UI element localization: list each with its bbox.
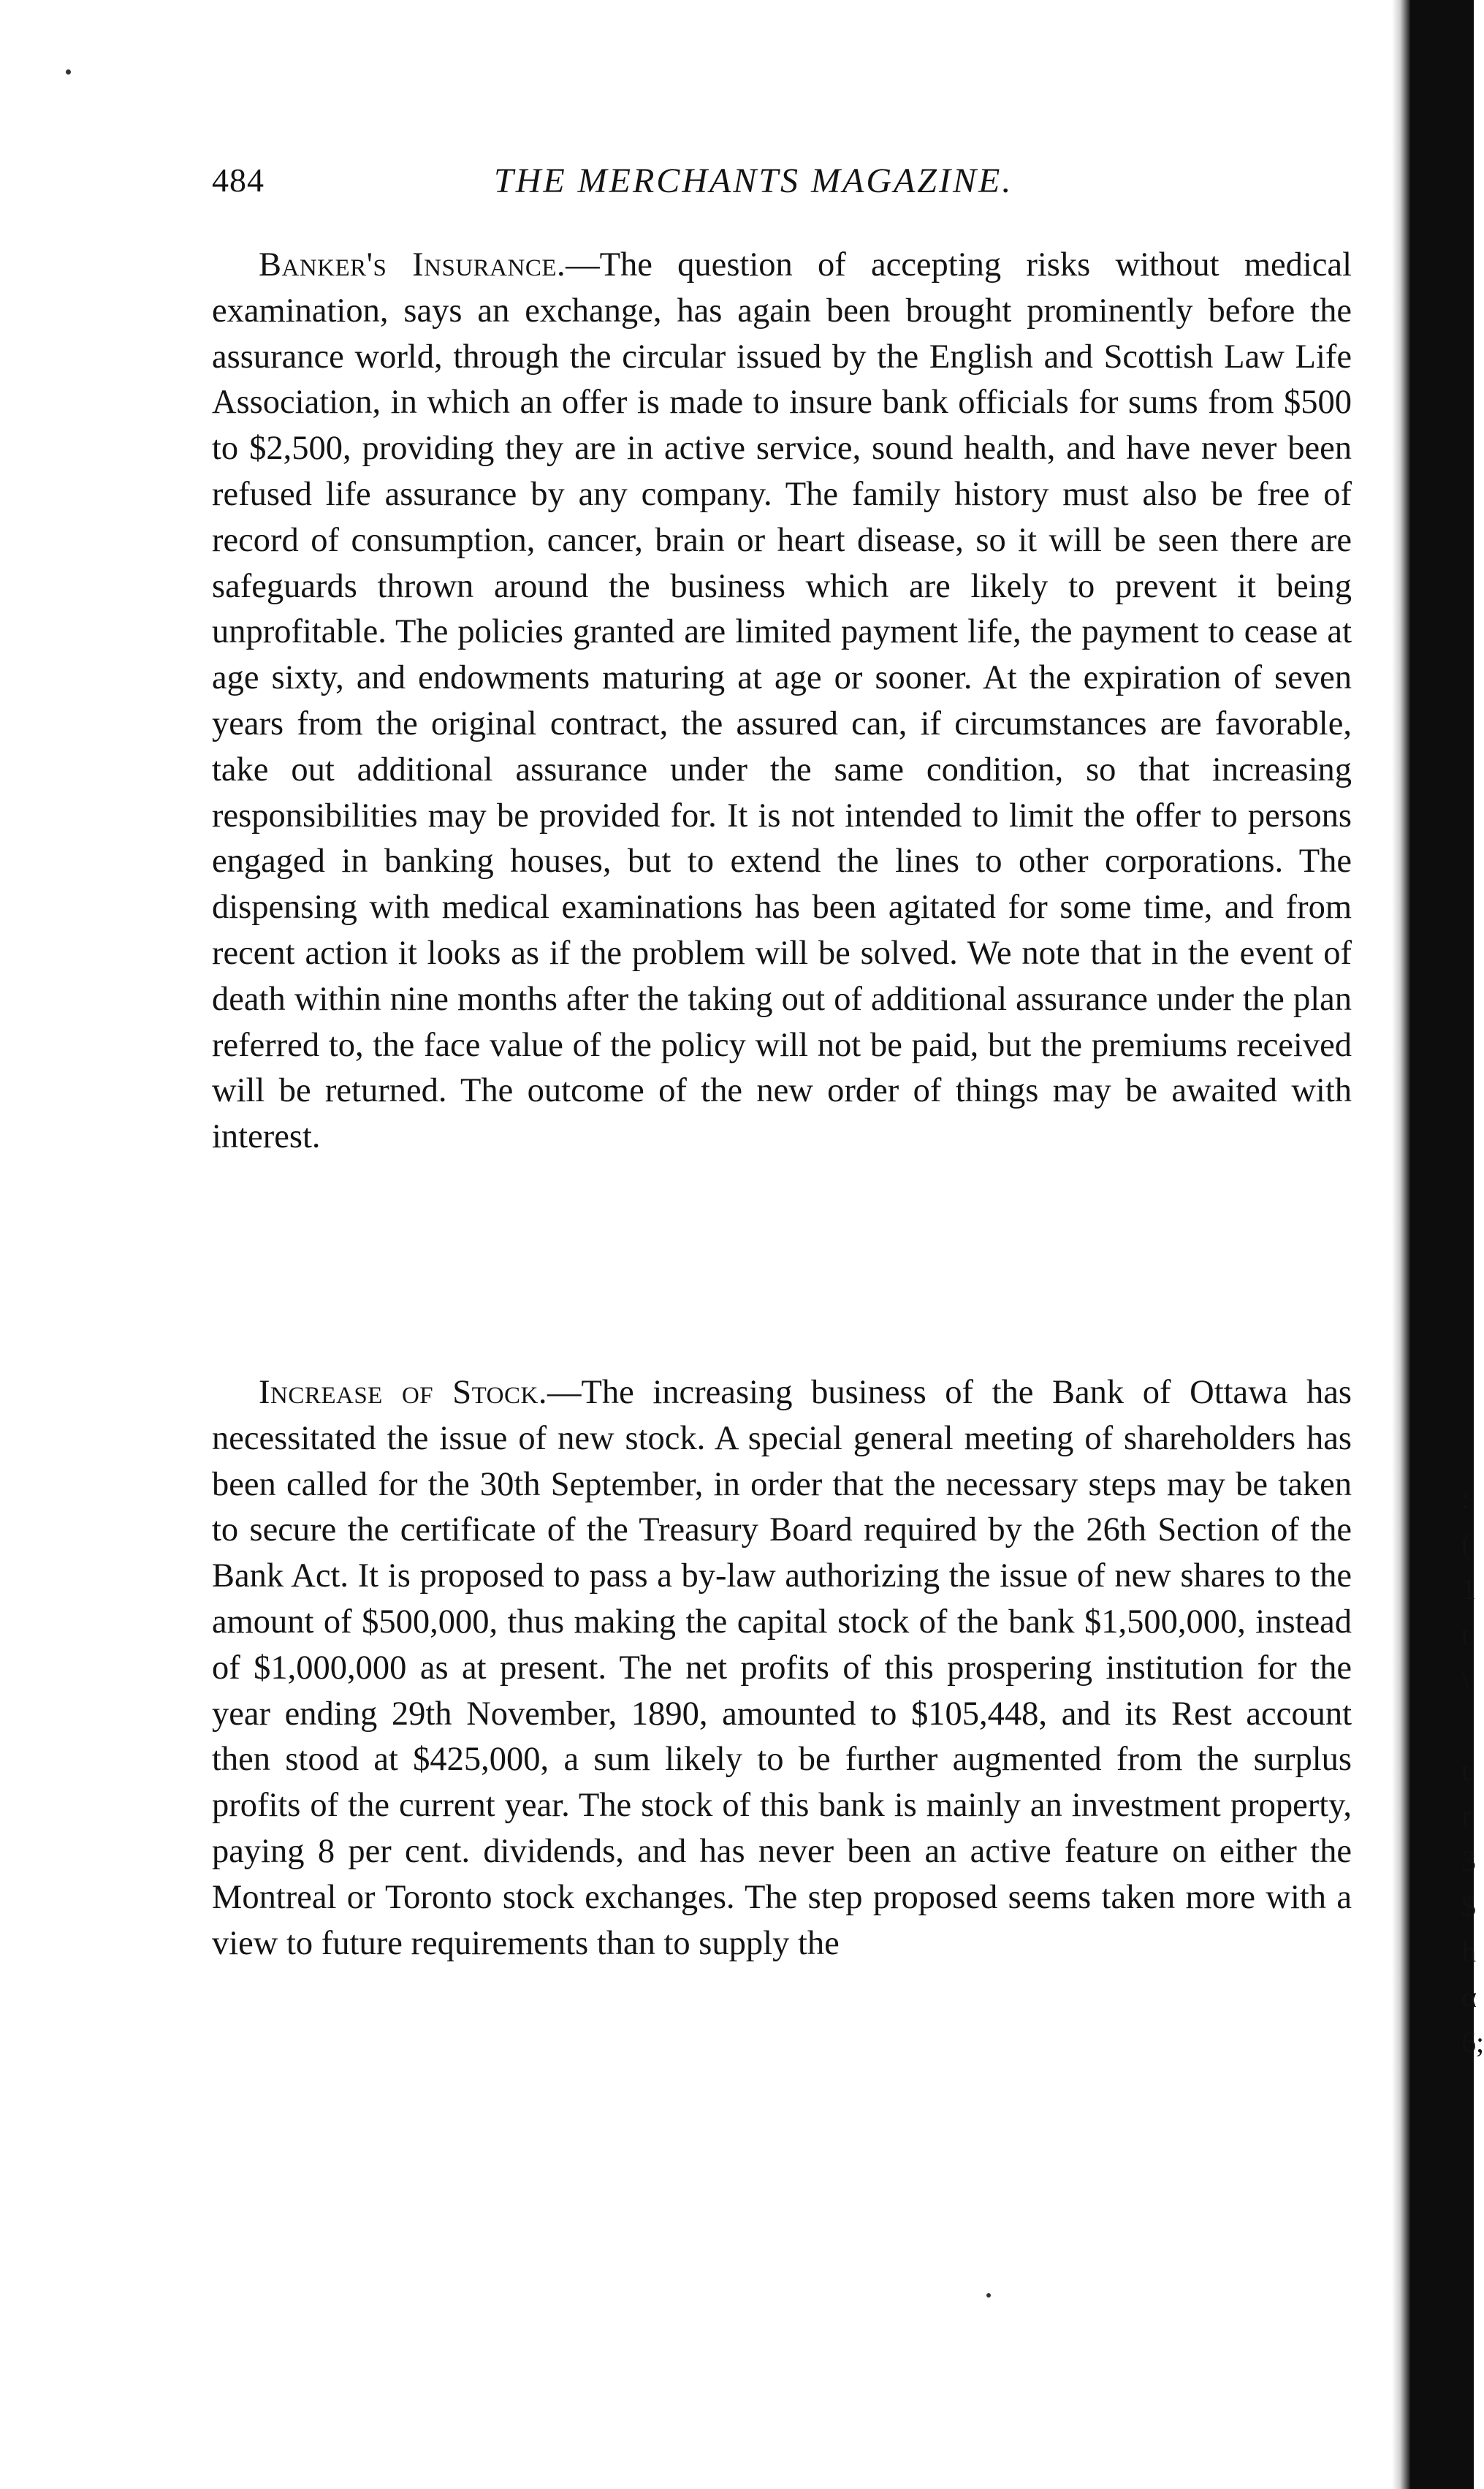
- article-heading: Increase of Stock.: [259, 1374, 547, 1411]
- book-spine: [1410, 0, 1484, 2489]
- article-body: —The increasing business of the Bank of Ottawa has necessitated the issue of new stock. A special general meeting of shareholders has been called for the 30th September, in order that the necessary steps may be taken to secure the certificate of the Treasury Board required by the 26th Section of the Bank Act. It is proposed to pass a by-law authorizing the issue of new shares to the amount of $500,000, thus making the capital stock of the bank $1,500,000, instead of $1,000,000 as at present. The net profits of this prospering institution for the year ending 29th November, 1890, amounted to $105,448, and its Rest account then stood at $425,000, a sum likely to be further augmented from the surplus profits of the current year. The stock of this bank is mainly an investment property, paying 8 per cent. dividends, and has never been an active feature on either the Montreal or Toronto stock exchanges. The step proposed seems taken more with a view to future requirements than to supply the: [212, 1374, 1352, 1962]
- running-head: [212, 161, 1381, 212]
- facing-page-fragment: : ( 1 t \ t r 3 $ h α 6;: [1461, 1482, 1484, 2059]
- article-heading: Banker's Insurance.: [259, 246, 566, 284]
- page-gutter-shadow: [1392, 0, 1410, 2489]
- page-number: 484: [212, 162, 265, 199]
- article-increase-of-stock: [212, 1370, 1352, 1966]
- article-body: —The question of accepting risks without medical examination, says an exchange, has again been brought prominently before the assurance world, through the circular issued by the English and Scottish Law Life Association, in which an offer is made to insure bank officials for sums from $500 to $2,500, providing they are in active service, sound health, and have never been refused life assurance by any company. The family history must also be free of record of consumption, cancer, brain or heart disease, so it will be seen there are safeguards thrown around the business which are likely to prevent it being unprofitable. The policies granted are limited payment life, the payment to cease at age sixty, and endowments maturing at age or sooner. At the expiration of seven years from the original contract, the assured can, if circumstances are favorable, take out additional assurance under the same condition, so that increasing responsibilities may be provided for. It is not intended to limit the offer to persons engaged in banking houses, but to extend the lines to other corporations. The dispensing with medical examinations has been agitated for some time, and from recent action it looks as if the problem will be solved. We note that in the event of death within nine months after the taking out of additional assurance under the plan referred to, the face value of the policy will not be paid, but the premiums received will be returned. The outcome of the new order of things may be awaited with interest.: [212, 246, 1352, 1156]
- article-paragraph: [212, 243, 1352, 1160]
- ink-speck: [66, 69, 71, 75]
- article-paragraph: [212, 1370, 1352, 1966]
- article-bankers-insurance: [212, 243, 1352, 1160]
- ink-speck: [986, 2293, 991, 2298]
- magazine-title: THE MERCHANTS MAGAZINE.: [494, 162, 1013, 200]
